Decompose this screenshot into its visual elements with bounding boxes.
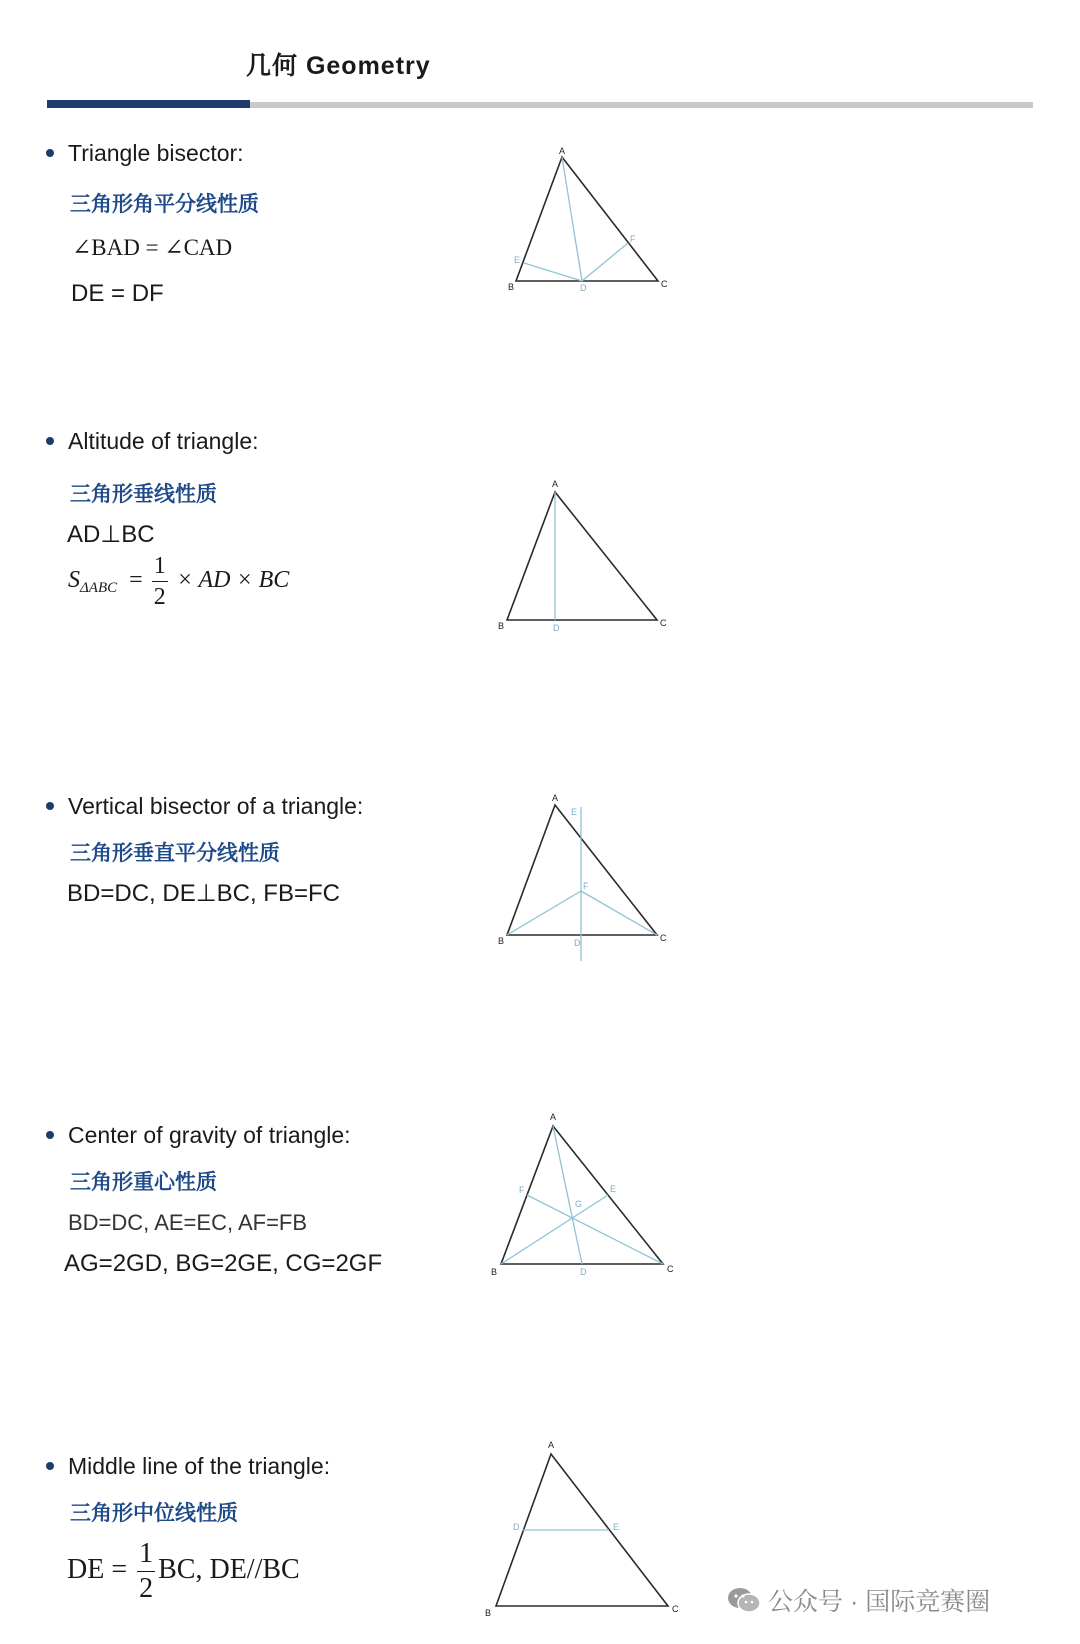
triangle-abc (516, 157, 658, 281)
area-subscript: ΔABC (80, 580, 118, 597)
point-label-a: A (552, 479, 559, 489)
perpendicular-de (524, 263, 582, 281)
section-subtitle-cn: 三角形垂线性质 (70, 483, 217, 506)
point-label-a: A (552, 793, 559, 803)
point-label-e: E (613, 1522, 620, 1532)
section-heading: Center of gravity of triangle: (68, 1122, 351, 1148)
bullet (46, 1462, 54, 1470)
wechat-icon (726, 1586, 762, 1614)
fraction-numerator: 1 (137, 1540, 155, 1572)
watermark-text: 公众号 · 国际竞赛圈 (768, 1588, 991, 1616)
section-heading: Altitude of triangle: (68, 428, 259, 454)
bisector-ad (562, 157, 582, 281)
diagram-centroid (487, 1112, 682, 1282)
point-label-b: B (508, 282, 515, 292)
triangle-abc (507, 492, 657, 620)
point-label-c: C (660, 618, 667, 628)
midline-lhs: DE = (67, 1553, 128, 1585)
fraction-half (137, 1540, 155, 1603)
triangle-abc (501, 1126, 663, 1264)
equation-vertical-bisector: BD=DC, DE⊥BC, FB=FC (67, 880, 340, 907)
diagram-midline (485, 1440, 685, 1620)
point-label-c: C (667, 1264, 674, 1274)
point-label-c: C (661, 279, 668, 289)
point-label-b: B (498, 936, 505, 946)
diagram-perpendicular-bisector (495, 793, 680, 963)
equation-midpoints: BD=DC, AE=EC, AF=FB (68, 1210, 308, 1235)
equation-midline (67, 1540, 300, 1603)
bullet (46, 437, 54, 445)
bullet (46, 1131, 54, 1139)
point-label-e: E (571, 807, 578, 817)
point-label-e: E (514, 255, 521, 265)
point-label-e: E (610, 1184, 617, 1194)
point-label-a: A (548, 1440, 555, 1450)
title-rule-accent (47, 100, 250, 108)
fraction-numerator: 1 (152, 554, 168, 582)
area-symbol: S (68, 567, 80, 594)
point-label-d: D (574, 938, 581, 948)
median-cf (527, 1195, 663, 1264)
fraction-denominator: 2 (139, 1573, 154, 1604)
watermark (726, 1582, 990, 1618)
midline-rhs: BC, DE//BC (158, 1553, 300, 1585)
page-title: 几何 Geometry (246, 52, 431, 80)
point-label-a: A (559, 146, 566, 156)
fraction-denominator: 2 (153, 584, 166, 610)
segment-fc (581, 891, 657, 935)
fraction-half (152, 554, 168, 609)
point-label-b: B (498, 621, 505, 631)
section-subtitle-cn: 三角形中位线性质 (70, 1502, 238, 1525)
point-label-d: D (513, 1522, 520, 1532)
point-label-g: G (575, 1199, 583, 1209)
median-ad (553, 1126, 582, 1264)
point-label-b: B (485, 1608, 492, 1618)
point-label-f: F (630, 234, 636, 244)
point-label-c: C (660, 933, 667, 943)
perpendicular-df (582, 243, 628, 281)
equation-perpendicular: AD⊥BC (67, 521, 155, 548)
bullet (46, 149, 54, 157)
area-product: × AD × BC (176, 567, 290, 594)
section-subtitle-cn: 三角形垂直平分线性质 (70, 842, 280, 865)
diagram-angle-bisector (500, 145, 680, 295)
diagram-altitude (495, 478, 680, 638)
triangle-abc (507, 805, 657, 935)
point-label-b: B (491, 1267, 498, 1277)
point-label-d: D (553, 623, 560, 633)
equation-distances: DE = DF (71, 280, 164, 307)
point-label-a: A (550, 1112, 557, 1122)
section-heading: Vertical bisector of a triangle: (68, 793, 364, 819)
point-label-f: F (519, 1185, 525, 1195)
point-label-f: F (583, 881, 589, 891)
equals-sign: = (129, 567, 143, 594)
title-rule (250, 102, 1033, 108)
bullet (46, 802, 54, 810)
section-heading: Triangle bisector: (68, 140, 244, 166)
median-be (501, 1195, 608, 1264)
section-subtitle-cn: 三角形重心性质 (70, 1171, 217, 1194)
equation-centroid-ratios: AG=2GD, BG=2GE, CG=2GF (64, 1250, 383, 1277)
equation-area (68, 554, 289, 609)
equation-angles: ∠BAD = ∠CAD (72, 235, 233, 260)
section-subtitle-cn: 三角形角平分线性质 (70, 193, 259, 216)
point-label-d: D (580, 283, 587, 293)
point-label-c: C (672, 1604, 679, 1614)
section-heading: Middle line of the triangle: (68, 1453, 331, 1479)
point-label-d: D (580, 1267, 587, 1277)
segment-fb (507, 891, 581, 935)
